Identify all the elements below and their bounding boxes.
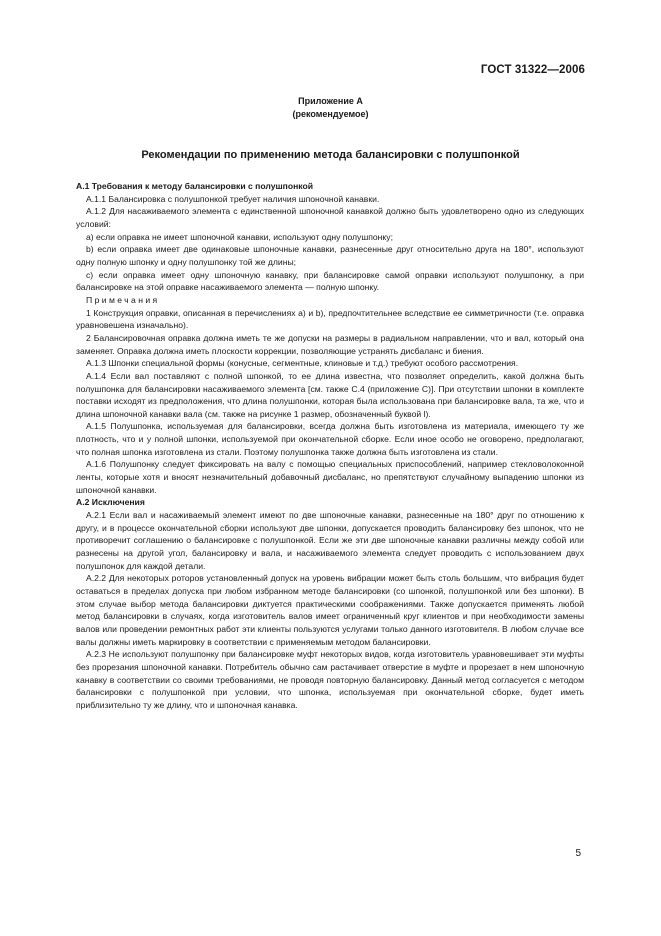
- note-2: 2 Балансировочная оправка должна иметь те же допуски на размеры в радиальном направлении, что и вал, который она заменяет. Оправка должна иметь плоскости коррекции, позволяющие устранять дисбаланс и биения.: [76, 332, 584, 356]
- paragraph-a14: А.1.4 Если вал поставляют с полной шпонкой, то ее длина известна, что позволяет определить, какой должна быть полушпонка для балансировки насаживаемого элемента [см. также С.4 (приложение С)]. При отсутствии шпонки в комплекте поставки исходят из предположения, что длина полушпонки, которая была использована при балансировке вала, та же, что и длина шпоночной канавки вала (см. также на рисунке 1 размер, обозначенный буквой l).: [76, 370, 584, 419]
- annex-subtitle: (рекомендуемое): [292, 109, 369, 119]
- annex-heading: [0, 95, 661, 121]
- paragraph-a22: А.2.2 Для некоторых роторов установленный допуск на уровень вибрации может быть столь большим, что вибрация будет оставаться в пределах допуска при любом избранном методе балансировки (со шпонкой, полушпонкой или без шпонки). В этом случае выбор метода балансировки диктуется практическими соображениями. Также допускается применять любой метод балансировки в случаях, когда изготовитель валов имеет ограниченный круг клиентов и при необходимости замены валов или проведении ремонтных работ эти клиенты пользуются услугами только данного изготовителя. В любом случае все валы должны иметь маркировку в соответствии с применяемым методом балансировки.: [76, 573, 584, 647]
- paragraph-a11: А.1.1 Балансировка с полушпонкой требует наличия шпоночной канавки.: [86, 193, 380, 204]
- paragraph-a23: А.2.3 Не используют полушпонку при балансировке муфт некоторых видов, когда изготовитель уравновешивает эти муфты без прорезания шпоночной канавки. Потребитель обычно сам растачивает отверстие в муфте и прорезает в нем шпоночную канавку в соответствии со своими требованиями, не проводя повторную балансировку. Данный метод согласуется с методом балансировки с полушпонкой при условии, что шпонка, используемая при окончательной сборке, будет иметь приблизительно ту же длину, что и шпоночная канавка.: [76, 649, 584, 710]
- standard-code: ГОСТ 31322—2006: [480, 64, 585, 76]
- note-1: 1 Конструкция оправки, описанная в перечислениях a) и b), предпочтительнее вследствие ее симметричности (т.е. оправка уравновешена изначально).: [76, 307, 584, 331]
- list-item-c: c) если оправка имеет одну шпоночную канавку, при балансировке самой оправки используют полушпонку, а при балансировке на этой оправке насаживаемого элемента — полную шпонку.: [76, 269, 584, 293]
- page-number: 5: [575, 848, 581, 859]
- paragraph-a12: А.1.2 Для насаживаемого элемента с единственной шпоночной канавкой должно быть удовлетворено одно из следующих условий:: [76, 206, 584, 229]
- section-heading: А.1 Требования к методу балансировки с полушпонкой: [76, 181, 314, 191]
- paragraph-a15: А.1.5 Полушпонка, используемая для балансировки, всегда должна быть изготовлена из материала, имеющего ту же плотность, что и у полной шпонки, используемой при окончательной сборке. Если иное особо не оговорено, предполагают, что полная шпонка изготовлена из стали. Поэтому полушпонка также должна быть изготовлена из стали.: [76, 421, 584, 457]
- notes-label: Примечания: [86, 294, 160, 305]
- annex-title: Приложение А: [298, 96, 363, 106]
- document-title: Рекомендации по применению метода балансировки с полушпонкой: [141, 149, 520, 161]
- paragraph-a13: А.1.3 Шпонки специальной формы (конусные, сегментные, клиновые и т.д.) требуют особого рассмотрения.: [86, 358, 519, 369]
- section-heading: А.2 Исключения: [76, 497, 145, 508]
- document-body: [76, 180, 584, 712]
- list-item-a: a) если оправка не имеет шпоночной канавки, используют одну полушпонку;: [86, 231, 393, 242]
- list-item-b: b) если оправка имеет две одинаковые шпоночные канавки, разнесенные друг относительно друга на 180°, используют одну полную шпонку и одну полушпонку той же длины;: [76, 244, 584, 267]
- paragraph-a21: А.2.1 Если вал и насаживаемый элемент имеют по две шпоночные канавки, разнесенные на 180° друг по отношению к другу, и в процессе окончательной сборки используют две шпонки, допускается проводить балансировку без шпонок, что не противоречит соглашению о балансировке с полушпонкой. Если же эти две шпоночные канавки различны между собой или разнесены на другой угол, балансировку и вала, и насаживаемого элемента следует проводить с использованием двух полушпонок для каждой детали.: [76, 510, 584, 571]
- paragraph-a16: А.1.6 Полушпонку следует фиксировать на валу с помощью специальных приспособлений, например стекловолоконной ленты, которые хотя и вносят незначительный добавочный дисбаланс, но препятствуют случайному выпадению шпонки из шпоночной канавки.: [76, 459, 584, 495]
